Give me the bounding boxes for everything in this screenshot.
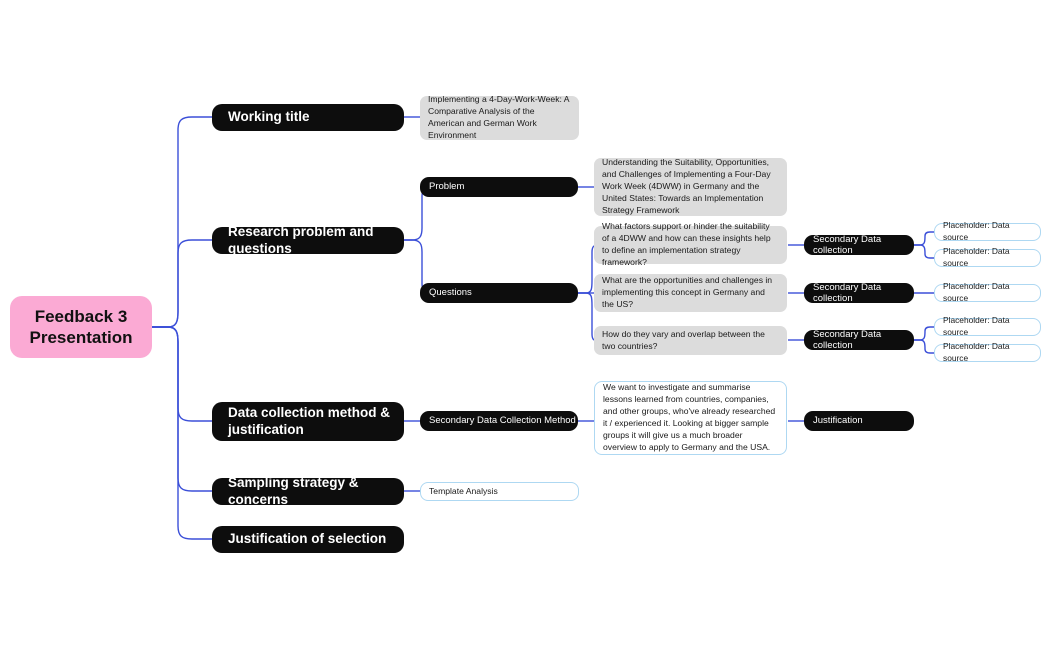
node-secondary-data-collection-1-label: Secondary Data collection — [813, 233, 882, 256]
node-data-source-1a[interactable] — [934, 220, 1041, 242]
node-template-analysis-label: Template Analysis — [429, 485, 498, 496]
note-question-2-text: What are the opportunities and challenges in implementing this concept in Germany and the US? — [602, 275, 773, 309]
branch-sampling-strategy[interactable] — [212, 475, 404, 507]
node-justification-label: Justification — [813, 415, 863, 427]
note-question-1-text: What factors support or hinder the suitability of a 4DWW and how can these insights help to define an implementation strategy framework? — [602, 221, 771, 267]
node-problem-label: Problem — [429, 181, 465, 193]
node-problem[interactable] — [420, 177, 578, 197]
node-secondary-data-collection-2[interactable] — [804, 283, 914, 303]
node-data-source-2a-label: Placeholder: Data source — [943, 281, 1010, 303]
node-secondary-data-collection-method-label: Secondary Data Collection Method — [429, 415, 576, 427]
node-data-source-1b[interactable] — [934, 246, 1041, 268]
node-data-source-3b[interactable] — [934, 341, 1041, 363]
branch-sampling-strategy-label: Sampling strategy & concerns — [228, 475, 359, 507]
branch-justification-of-selection[interactable] — [212, 526, 404, 553]
branch-research-problem-and-questions[interactable] — [212, 224, 404, 256]
branch-working-title[interactable] — [212, 104, 404, 131]
node-data-source-1b-label: Placeholder: Data source — [943, 246, 1010, 268]
node-template-analysis[interactable] — [420, 482, 579, 501]
branch-research-label: Research problem and questions — [228, 224, 374, 256]
note-working-title-text: Implementing a 4-Day-Work-Week: A Comparative Analysis of the American and German Work Environment — [428, 94, 570, 140]
note-data-collection-justification[interactable] — [594, 381, 787, 455]
note-working-title[interactable] — [420, 96, 579, 140]
note-question-3[interactable] — [594, 326, 787, 355]
node-questions-label: Questions — [429, 287, 472, 299]
node-justification[interactable] — [804, 411, 914, 431]
note-question-3-text: How do they vary and overlap between the two countries? — [602, 328, 765, 351]
note-data-collection-justification-text: We want to investigate and summarise lessons learned from countries, companies, and other groups, who've already researched it / experienced it. Looking at bigger sample groups it will give us a much broader overview to apply to Germany and the USA. — [603, 382, 776, 452]
node-data-source-3b-label: Placeholder: Data source — [943, 341, 1010, 363]
root-node[interactable] — [10, 296, 152, 358]
node-secondary-data-collection-3[interactable] — [804, 330, 914, 350]
node-data-source-3a-label: Placeholder: Data source — [943, 315, 1010, 337]
node-data-source-2a[interactable] — [934, 281, 1041, 303]
node-secondary-data-collection-3-label: Secondary Data collection — [813, 328, 882, 351]
node-secondary-data-collection-method[interactable] — [420, 411, 578, 431]
branch-working-title-label: Working title — [228, 109, 310, 125]
node-secondary-data-collection-1[interactable] — [804, 235, 914, 255]
branch-justification-of-selection-label: Justification of selection — [228, 531, 387, 547]
node-questions[interactable] — [420, 283, 578, 303]
node-data-source-1a-label: Placeholder: Data source — [943, 220, 1010, 242]
root-node-label: Feedback 3 Presentation — [29, 306, 133, 347]
note-question-1[interactable] — [594, 221, 787, 267]
branch-data-collection-method-label: Data collection method & justification — [228, 405, 391, 437]
note-problem-statement-text: Understanding the Suitability, Opportunities, and Challenges of Implementing a Four-Day Work Week (4DWW) in Germany and the United States: Towards an Implementation Strategy Framework — [602, 157, 771, 215]
node-data-source-3a[interactable] — [934, 315, 1041, 337]
note-question-2[interactable] — [594, 274, 787, 312]
note-problem-statement[interactable] — [594, 158, 787, 216]
branch-data-collection-method[interactable] — [212, 402, 404, 441]
node-secondary-data-collection-2-label: Secondary Data collection — [813, 281, 882, 304]
